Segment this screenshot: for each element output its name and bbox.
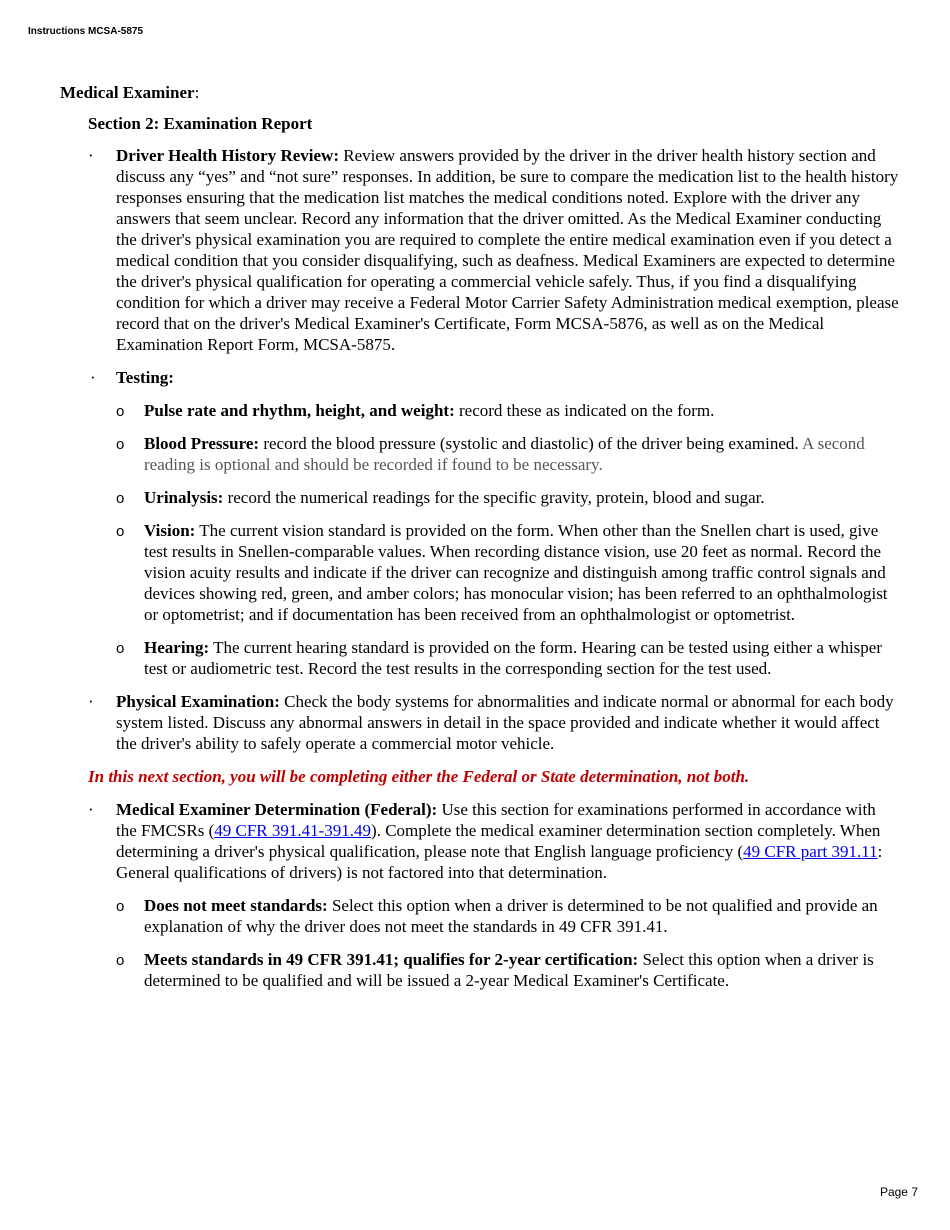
urinalysis-subitem <box>60 487 900 508</box>
page-title-text: Medical Examiner <box>60 83 195 102</box>
pulse-text: record these as indicated on the form. <box>454 401 715 420</box>
urinalysis-text: record the numerical readings for the specific gravity, protein, blood and sugar. <box>223 488 765 507</box>
page-content <box>60 82 900 1003</box>
health-history-label: Driver Health History Review: <box>116 146 339 165</box>
determination-text-1: Use this section for examinations performed in accordance with the FMCSRs ( <box>116 800 876 840</box>
determination-note: In this next section, you will be completing either the Federal or State determination, not both. <box>88 767 750 786</box>
determination-text-3: : General qualifications of drivers) is not factored into that determination. <box>116 842 883 882</box>
bullet-icon: · <box>88 692 94 711</box>
meets-text: Select this option when a driver is determined to be qualified and will be issued a 2-year Medical Examiner's Certificate. <box>144 950 874 990</box>
vision-subitem <box>60 520 900 625</box>
determination-text-2: ). Complete the medical examiner determination section completely. When determining a driver's physical qualification, please note that English language proficiency ( <box>116 821 881 861</box>
bullet-icon: · <box>90 368 96 387</box>
hearing-text: The current hearing standard is provided on the form. Hearing can be tested using either a whisper test or audiometric test. Record the test results in the corresponding section for the test used. <box>144 638 883 678</box>
testing-item <box>60 367 900 388</box>
bullet-icon: · <box>88 800 94 819</box>
hearing-subitem <box>60 637 900 679</box>
blood-pressure-text: record the blood pressure (systolic and diastolic) of the driver being examined. <box>259 434 799 453</box>
pulse-label: Pulse rate and rhythm, height, and weight: <box>144 401 455 420</box>
health-history-text: Review answers provided by the driver in the driver health history section and discuss any “yes” and “not sure” responses. In addition, be sure to compare the medication list to the health history responses ensuring that the medication list matches the medical conditions noted. Explore with the driver any answers that seem unclear. Record any information that the driver omitted. As the Medical Examiner conducting the driver's physical examination you are required to complete the entire medical examination even if you detect a medical condition that you consider disqualifying, such as deafness. Medical Examiners are expected to determine the driver's physical qualification for operating a commercial vehicle safely. Thus, if you find a disqualifying condition for which a driver may receive a Federal Motor Carrier Safety Administration medical exemption, please record that on the driver's Medical Examiner's Certificate, Form MCSA-5876, as well as on the Medical Examination Report Form, MCSA-5875. <box>116 146 899 354</box>
testing-label: Testing: <box>116 368 174 387</box>
circle-bullet-icon: o <box>116 403 125 420</box>
physical-exam-item <box>60 691 900 754</box>
determination-item <box>60 799 900 883</box>
blood-pressure-label: Blood Pressure: <box>144 434 260 453</box>
physical-exam-text: Check the body systems for abnormalities and indicate normal or abnormal for each body system listed. Discuss any abnormal answers in detail in the space provided and indicate whether it would affect the driver's ability to safely operate a commercial motor vehicle. <box>116 692 894 753</box>
physical-exam-label: Physical Examination: <box>116 692 280 711</box>
hearing-label: Hearing: <box>144 638 210 657</box>
blood-pressure-subitem <box>60 433 900 475</box>
not-meet-subitem <box>60 895 900 937</box>
circle-bullet-icon: o <box>116 952 125 969</box>
determination-label: Medical Examiner Determination (Federal): <box>116 800 438 819</box>
cfr-391-41-link[interactable]: 49 CFR 391.41-391.49 <box>214 821 372 840</box>
cfr-391-11-link[interactable]: 49 CFR part 391.11 <box>743 842 878 861</box>
page-title <box>60 82 900 103</box>
pulse-subitem <box>60 400 900 421</box>
bullet-icon: · <box>88 146 94 165</box>
section-heading: Section 2: Examination Report <box>88 114 313 133</box>
not-meet-label: Does not meet standards: <box>144 896 328 915</box>
health-history-item <box>60 145 900 355</box>
circle-bullet-icon: o <box>116 490 125 507</box>
circle-bullet-icon: o <box>116 898 125 915</box>
blood-pressure-note: A second reading is optional and should be recorded if found to be necessary. <box>144 434 865 474</box>
page-title-colon: : <box>194 83 200 102</box>
meets-subitem <box>60 949 900 991</box>
page-number: Page 7 <box>879 1185 918 1199</box>
circle-bullet-icon: o <box>116 640 125 657</box>
vision-text: The current vision standard is provided on the form. When other than the Snellen chart is used, give test results in Snellen-comparable values. When recording distance vision, use 20 feet as normal. Record the vision acuity results and indicate if the driver can recognize and distinguish among traffic control signals and devices showing red, green, and amber colors; has monocular vision; has been referred to an ophthalmologist or optometrist; and if documentation has been received from an ophthalmologist or optometrist. <box>144 521 888 624</box>
meets-label: Meets standards in 49 CFR 391.41; qualifies for 2-year certification: <box>144 950 639 969</box>
circle-bullet-icon: o <box>116 436 125 453</box>
document-header-label: Instructions MCSA-5875 <box>28 26 144 37</box>
circle-bullet-icon: o <box>116 523 125 540</box>
vision-label: Vision: <box>144 521 196 540</box>
urinalysis-label: Urinalysis: <box>144 488 224 507</box>
not-meet-text: Select this option when a driver is determined to be not qualified and provide an explanation of why the driver does not meet the standards in 49 CFR 391.41. <box>144 896 878 936</box>
